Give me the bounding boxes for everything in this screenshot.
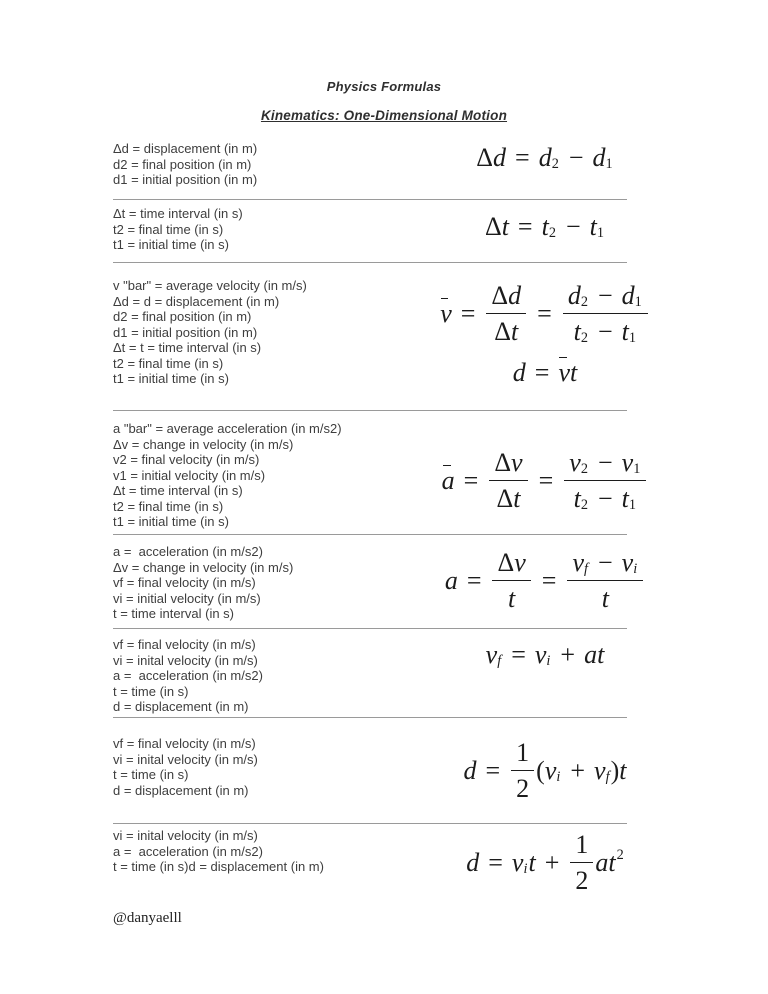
formula: d = v t: [512, 358, 578, 388]
section-divider: [113, 262, 627, 263]
formula-group: [420, 640, 670, 669]
definition-line: d = displacement (in m): [113, 699, 249, 714]
formula-group: [420, 448, 670, 513]
formula-group: [420, 212, 670, 241]
definition-line: d1 = initial position (in m): [113, 324, 258, 340]
definitions-list: [113, 141, 423, 188]
definition-line: Δv = change in velocity (in m/s): [113, 559, 294, 575]
definition-line: Δd = displacement (in m): [113, 141, 258, 156]
formula-group: [420, 281, 670, 387]
formula: d = $\frac{1}{2}$ ( v i + v f ) t: [463, 738, 627, 804]
section-divider: [113, 534, 627, 535]
formula: Δ t = t 2 − t 1: [484, 212, 605, 241]
definition-line: a = acceleration (in m/s2): [113, 843, 263, 859]
formula: d = v i t + $\frac{1}{2}$ a t 2: [466, 830, 624, 896]
definitions-list: [113, 736, 423, 798]
definition-line: Δt = time interval (in s): [113, 206, 243, 221]
definition-line: vi = inital velocity (in m/s): [113, 751, 258, 767]
definition-line: Δv = change in velocity (in m/s): [113, 436, 294, 452]
definition-line: vi = inital velocity (in m/s): [113, 828, 258, 843]
definition-line: a = acceleration (in m/s2): [113, 668, 263, 683]
formula-group: [420, 830, 670, 895]
formula: v f = v i + a t: [485, 640, 605, 669]
definition-line: vf = final velocity (in m/s): [113, 736, 256, 751]
formula-group: [420, 548, 670, 613]
definition-line: vi = inital velocity (in m/s): [113, 652, 258, 668]
formula-group: [420, 143, 670, 172]
formula-group: [420, 738, 670, 803]
definition-line: t2 = final time (in s): [113, 221, 224, 237]
definition-line: t = time (in s): [113, 683, 189, 699]
definition-line: v2 = final velocity (in m/s): [113, 452, 260, 467]
definition-line: Δd = d = displacement (in m): [113, 293, 280, 309]
formula: v = Δ d Δ t = d 2 − d 1 t 2 − t 1: [440, 281, 650, 346]
definition-line: v "bar" = average velocity (in m/s): [113, 278, 307, 293]
definitions-list: [113, 637, 423, 715]
definitions-list: [113, 544, 423, 622]
definition-line: t = time interval (in s): [113, 606, 235, 621]
definition-line: t1 = initial time (in s): [113, 237, 229, 252]
page-title: Physics Formulas: [326, 79, 442, 94]
formula: a = Δ v t = v f − v i t: [445, 548, 645, 613]
definition-line: vi = initial velocity (in m/s): [113, 590, 261, 606]
section-divider: [113, 628, 627, 629]
definition-line: a = acceleration (in m/s2): [113, 544, 263, 559]
definition-line: t = time (in s)d = displacement (in m): [113, 859, 324, 874]
definition-line: a "bar" = average acceleration (in m/s2): [113, 421, 342, 436]
definitions-list: [113, 828, 423, 875]
definition-line: vf = final velocity (in m/s): [113, 575, 256, 590]
section-divider: [113, 199, 627, 200]
section-divider: [113, 717, 627, 718]
definitions-list: [113, 206, 423, 253]
definition-line: d2 = final position (in m): [113, 309, 252, 324]
definitions-list: [113, 278, 423, 387]
definition-line: t2 = final time (in s): [113, 355, 224, 371]
author-handle: @danyaelll: [113, 910, 182, 926]
definition-line: t = time (in s): [113, 767, 189, 782]
definition-line: t1 = initial time (in s): [113, 371, 229, 386]
definition-line: t1 = initial time (in s): [113, 514, 229, 529]
section-divider: [113, 410, 627, 411]
page-subtitle: Kinematics: One-Dimensional Motion: [260, 108, 508, 123]
definition-line: Δt = time interval (in s): [113, 483, 243, 498]
definition-line: d2 = final position (in m): [113, 156, 252, 172]
definition-line: d = displacement (in m): [113, 782, 249, 798]
definition-line: Δt = t = time interval (in s): [113, 340, 262, 355]
definition-line: d1 = initial position (in m): [113, 172, 258, 187]
formula: a = Δ v Δ t = v 2 − v 1 t 2 − t 1: [442, 448, 649, 513]
definition-line: t2 = final time (in s): [113, 498, 224, 514]
formula: Δ d = d 2 − d 1: [476, 143, 613, 172]
section-divider: [113, 823, 627, 824]
definitions-list: [113, 421, 423, 530]
definition-line: vf = final velocity (in m/s): [113, 637, 256, 652]
definition-line: v1 = initial velocity (in m/s): [113, 467, 266, 483]
